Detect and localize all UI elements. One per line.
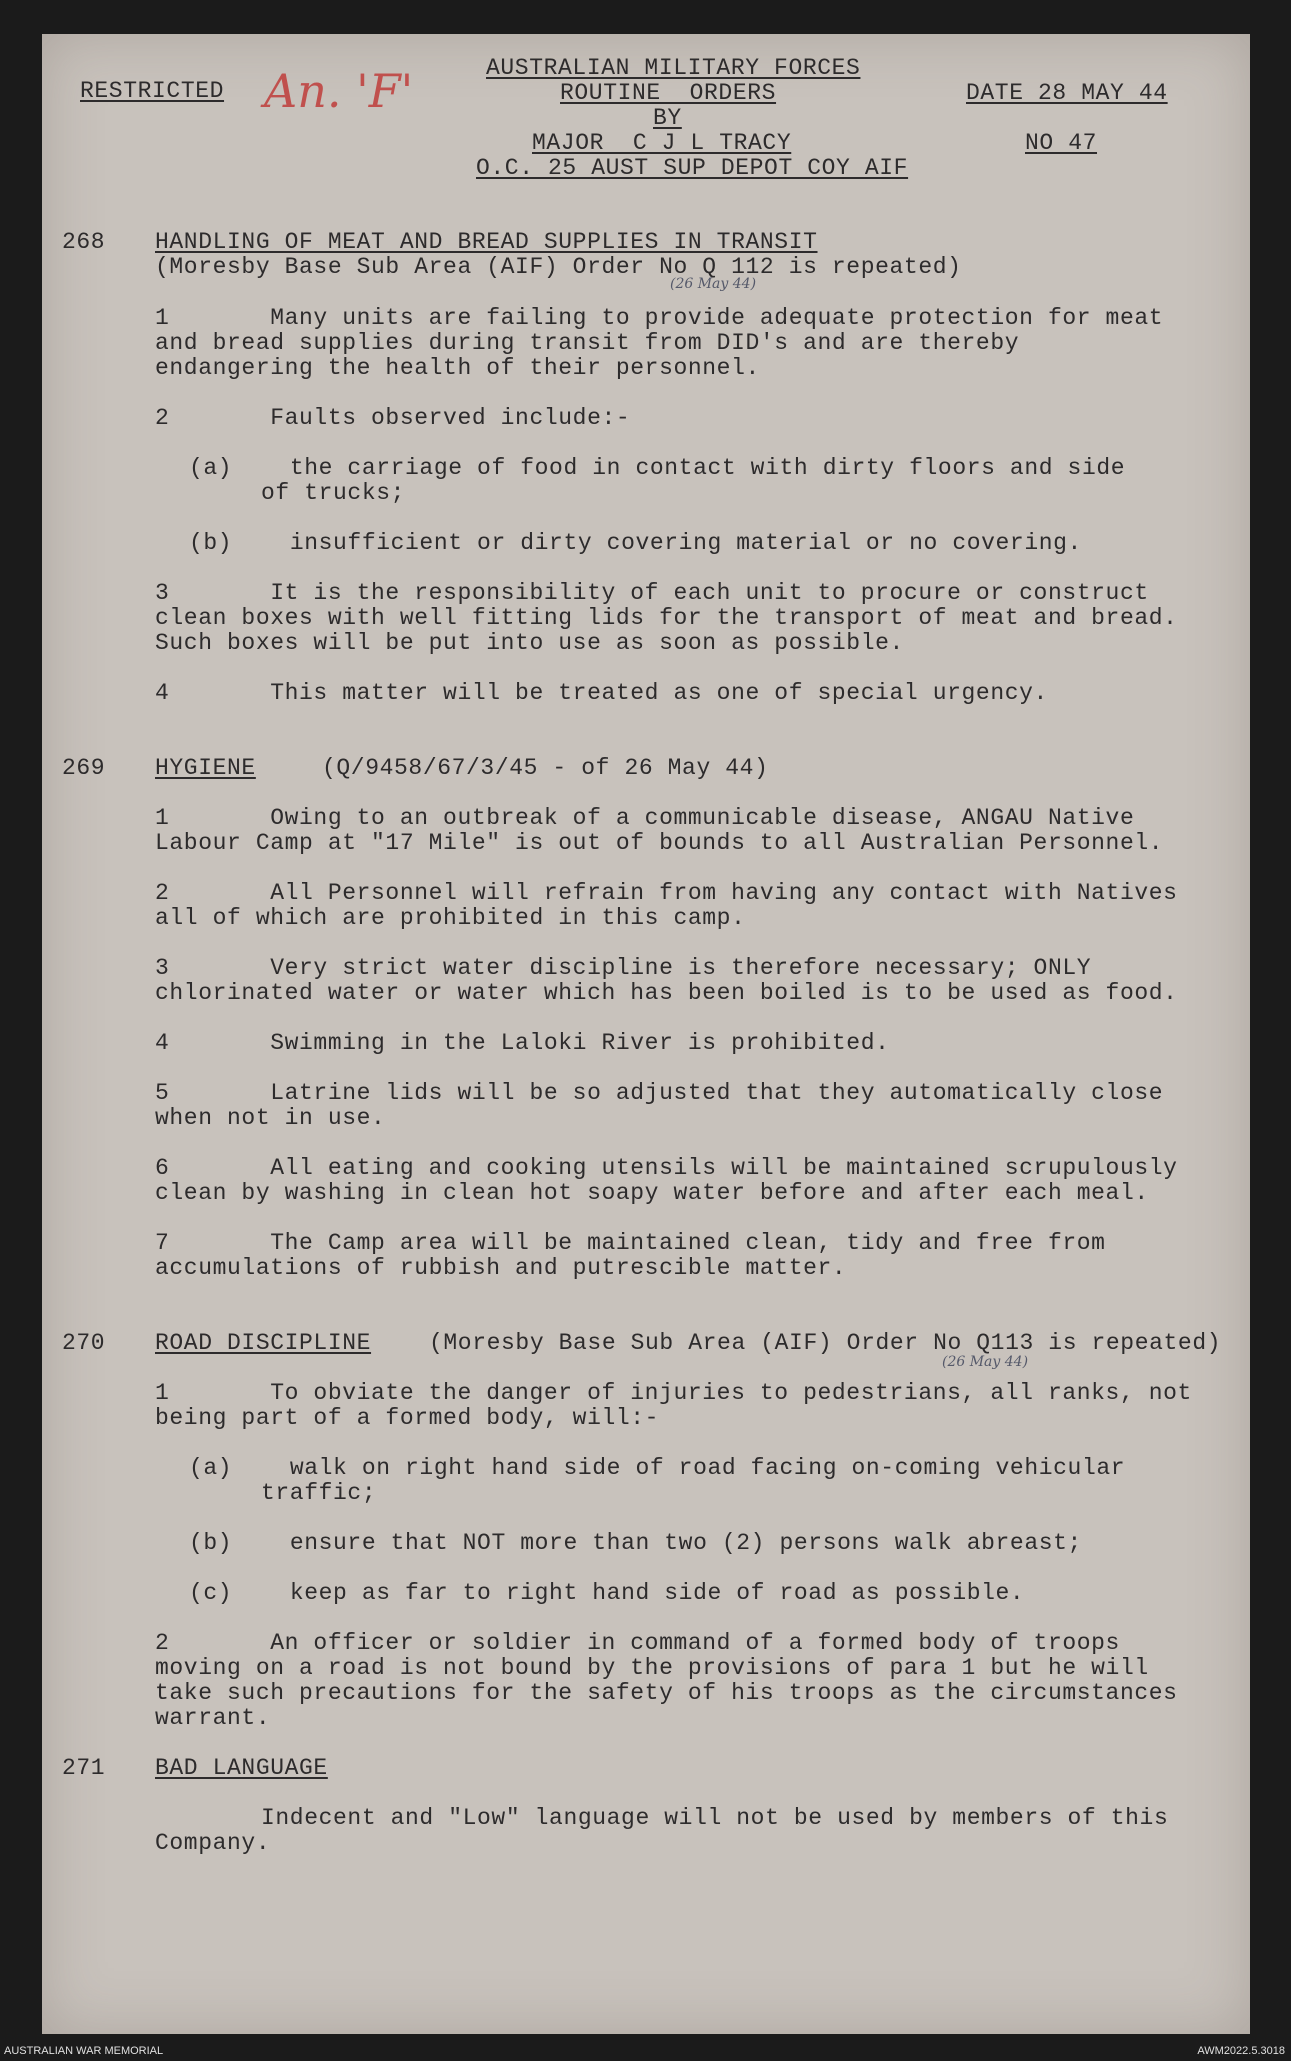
para-line: endangering the health of their personnel. (155, 355, 760, 381)
header-line-1: AUSTRALIAN MILITARY FORCES (486, 55, 861, 81)
footer-source: AUSTRALIAN WAR MEMORIAL (4, 2045, 164, 2057)
section-number-269: 269 (62, 755, 106, 781)
header-line-4: MAJOR C J L TRACY (532, 130, 792, 156)
para-line: (b) ensure that NOT more than two (2) persons walk abreast; (189, 1530, 1082, 1556)
handwritten-date-annotation: (26 May 44) (942, 1354, 1029, 1370)
section-number-271: 271 (62, 1755, 106, 1781)
section-title-268: HANDLING OF MEAT AND BREAD SUPPLIES IN TRANSIT (155, 229, 818, 255)
para-line: Labour Camp at "17 Mile" is out of bounds to all Australian Personnel. (155, 830, 1164, 856)
section-subtitle-268: (Moresby Base Sub Area (AIF) Order No Q 112 is repeated) (155, 254, 962, 280)
para-line: being part of a formed body, will:- (155, 1405, 660, 1431)
para-line: (c) keep as far to right hand side of road as possible. (189, 1580, 1025, 1606)
para-line: accumulations of rubbish and putrescible matter. (155, 1255, 847, 1281)
para-line: and bread supplies during transit from DID's and are thereby (155, 330, 1020, 356)
section-subtitle-269: (Q/9458/67/3/45 - of 26 May 44) (322, 755, 769, 781)
para-line: take such precautions for the safety of his troops as the circumstances (155, 1680, 1178, 1706)
order-date: DATE 28 MAY 44 (966, 80, 1168, 106)
para-line: all of which are prohibited in this camp. (155, 905, 746, 931)
para-line: 5 Latrine lids will be so adjusted that they automatically close (155, 1080, 1164, 1106)
para-line: 2 All Personnel will refrain from having any contact with Natives (155, 880, 1178, 906)
para-line: (a) walk on right hand side of road facing on-coming vehicular (189, 1455, 1126, 1481)
para-line: Indecent and "Low" language will not be used by members of this (261, 1805, 1169, 1831)
para-line: 2 Faults observed include:- (155, 405, 631, 431)
para-line: 7 The Camp area will be maintained clean, tidy and free from (155, 1230, 1106, 1256)
section-title-271: BAD LANGUAGE (155, 1755, 328, 1781)
header-line-2: ROUTINE ORDERS (560, 80, 777, 106)
para-line: 1 Many units are failing to provide adequate protection for meat (155, 305, 1164, 331)
header-line-3: BY (653, 105, 682, 131)
para-line: clean by washing in clean hot soapy water before and after each meal. (155, 1180, 1149, 1206)
header-line-5: O.C. 25 AUST SUP DEPOT COY AIF (476, 155, 909, 181)
para-line: chlorinated water or water which has been boiled is to be used as food. (155, 980, 1178, 1006)
para-line: of trucks; (261, 480, 406, 506)
para-line: when not in use. (155, 1105, 386, 1131)
section-subtitle-270: (Moresby Base Sub Area (AIF) Order No Q113 is repeated) (429, 1330, 1222, 1356)
para-line: warrant. (155, 1705, 271, 1731)
section-number-270: 270 (62, 1330, 106, 1356)
restricted-label: RESTRICTED (80, 78, 225, 104)
para-line: 1 To obviate the danger of injuries to pedestrians, all ranks, not (155, 1380, 1192, 1406)
section-title-270: ROAD DISCIPLINE (155, 1330, 372, 1356)
para-line: Company. (155, 1830, 271, 1856)
para-line: (a) the carriage of food in contact with dirty floors and side (189, 455, 1126, 481)
order-number: NO 47 (1025, 130, 1098, 156)
document-page (42, 34, 1250, 2034)
footer-reference: AWM2022.5.3018 (1197, 2045, 1285, 2057)
para-line: traffic; (261, 1480, 377, 1506)
para-line: 3 It is the responsibility of each unit to procure or construct (155, 580, 1149, 606)
para-line: 6 All eating and cooking utensils will be maintained scrupulously (155, 1155, 1178, 1181)
handwritten-date-annotation: (26 May 44) (670, 276, 757, 292)
section-number-268: 268 (62, 229, 106, 255)
para-line: moving on a road is not bound by the provisions of para 1 but he will (155, 1655, 1149, 1681)
para-line: 4 This matter will be treated as one of special urgency. (155, 680, 1048, 706)
para-line: Such boxes will be put into use as soon as possible. (155, 630, 904, 656)
para-line: 2 An officer or soldier in command of a formed body of troops (155, 1630, 1120, 1656)
para-line: 4 Swimming in the Laloki River is prohibited. (155, 1030, 890, 1056)
para-line: (b) insufficient or dirty covering material or no covering. (189, 530, 1082, 556)
handwritten-annotation-red: An. 'F' (264, 64, 414, 118)
para-line: 1 Owing to an outbreak of a communicable disease, ANGAU Native (155, 805, 1135, 831)
section-title-269: HYGIENE (155, 755, 256, 781)
para-line: clean boxes with well fitting lids for the transport of meat and bread. (155, 605, 1178, 631)
para-line: 3 Very strict water discipline is therefore necessary; ONLY (155, 955, 1092, 981)
